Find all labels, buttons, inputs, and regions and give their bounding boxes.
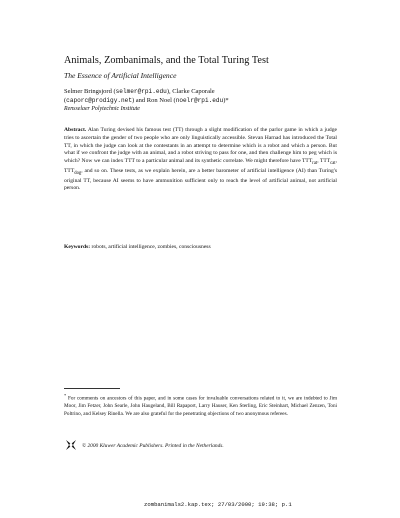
- author-block: [64, 88, 354, 114]
- author-line-2: (caporc@prodigy.net) and Ron Noel (noelr@rpi.edu)*: [64, 96, 229, 104]
- author-line-1: Selmer Bringsjord (selmer@rpi.edu), Clarke Caporale: [64, 88, 215, 95]
- keywords: [64, 244, 337, 252]
- publisher-logo-icon: [64, 438, 78, 452]
- paper-title: Animals, Zombanimals, and the Total Turing Test: [64, 55, 269, 66]
- abstract: Abstract. Alan Turing devised his famous test (TT) through a slight modification of the parlor game in which a judge tries to ascertain the gender of two people who are only linguistically accessible. Stevan Harnad has introduced the Total TT, in which the judge can look at the contestants in an attempt to determine which is a robot and which a person. But what if we confront the judge with an animal, and a robot striving to pass for one, and then challenge him to peg which is which? Now we can index TTT to a particular animal and its synthetic correlate. We might therefore have $TTT_{rat}$, $TTT_{cat}$, $TTT_{dog}$, and so on. These tests, as we explain herein, are a better barometer of artificial intelligence (AI) than Turing's original TT, because AI seems to have ammunition sufficient only to reach the level of artificial animal, not artificial person.: [64, 127, 338, 192]
- affiliation: Rensselaer Polytechnic Institute: [64, 106, 140, 113]
- running-footer: zombanimals2.kap.tex; 27/03/2000; 19:38; p.1: [144, 501, 292, 508]
- keywords-text: robots, artificial intelligence, zombies, consciousness: [91, 244, 211, 250]
- author-email: selmer@rpi.edu: [115, 88, 167, 95]
- publisher-text: © 2000 Kluwer Academic Publishers. Printed in the Netherlands.: [82, 443, 224, 449]
- footnote-mark: *: [64, 393, 67, 398]
- publisher-line: [64, 438, 324, 454]
- abstract-text: Alan Turing devised his famous test (TT) through a slight modification of the parlor game in which a judge tries to ascertain the gender of two people who are only linguistically accessible. Stevan Harnad has introduced the Total TT, in which the judge can look at the contestants in an attempt to determine which is a robot and which a person. But what if we confront the judge with an animal, and a robot striving to pass for one, and then challenge him to peg which is which? Now we can index TTT to a particular animal and its synthetic correlate. We might therefore have TTT: [64, 127, 337, 164]
- footnote: [64, 392, 337, 418]
- abstract-label: Abstract.: [64, 127, 87, 133]
- paper-subtitle: The Essence of Artificial Intelligence: [64, 71, 177, 80]
- keywords-label: Keywords:: [64, 244, 91, 250]
- footnote-text: For comments on ancestors of this paper, and in some cases for invaluable conversations related to it, we are indebted to Jim Moor, Jim Fetzer, John Searle, John Haugeland, Bill Rapaport, Larry Hauser, Ken Sterling, Eric Steinhart, Michael Zenzen, Toni Poltrino, and Kelsey Rinella. We are also grateful for the penetrating objections of two anonymous referees.: [64, 395, 338, 417]
- footnote-divider: [64, 388, 120, 389]
- author-email: caporc@prodigy.net: [66, 96, 132, 104]
- author-email: noelr@rpi.edu: [175, 96, 224, 104]
